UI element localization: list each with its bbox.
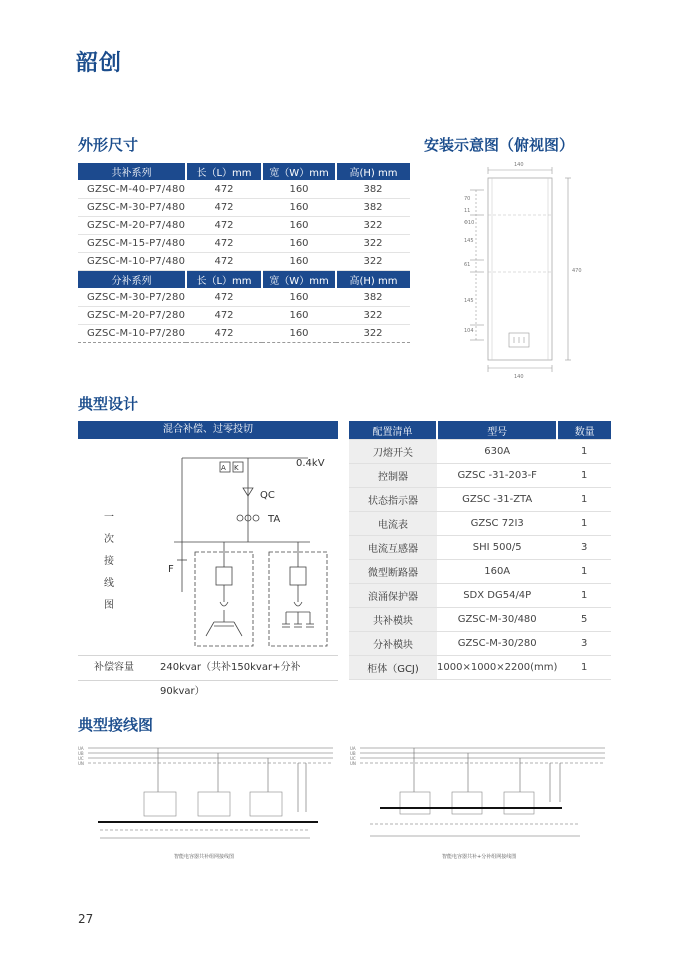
config-row — [349, 560, 611, 584]
section-title-wiring: 典型接线图 — [78, 716, 154, 734]
dim-cell: 472 — [186, 235, 262, 253]
dims-row — [78, 325, 410, 343]
config-model-cell: GZSC-M-30/480 — [437, 608, 557, 632]
section-title-design: 典型设计 — [78, 395, 139, 413]
model-cell: GZSC-M-10-P7/480 — [78, 253, 186, 271]
install-dim-4: 145 — [464, 238, 474, 244]
model-cell: GZSC-M-40-P7/480 — [78, 181, 186, 199]
voltage-label: 0.4kV — [296, 458, 325, 469]
config-row — [349, 584, 611, 608]
dim-cell: 322 — [336, 217, 410, 235]
config-row — [349, 488, 611, 512]
left-bus-ub: UB — [78, 751, 84, 756]
config-model-cell: 630A — [437, 440, 557, 464]
install-dim-7: 104 — [464, 328, 474, 334]
dims-header-cell: 高(H) mm — [336, 163, 410, 181]
config-header-cell: 型号 — [437, 421, 557, 440]
left-bus-un: UN — [78, 761, 84, 766]
dim-cell: 472 — [186, 289, 262, 307]
dimensions-table — [78, 163, 410, 343]
dim-cell: 382 — [336, 181, 410, 199]
config-row — [349, 464, 611, 488]
config-item-cell: 浪涌保护器 — [349, 584, 437, 608]
diagram-label-3: 接 — [104, 556, 114, 567]
config-qty-cell: 1 — [557, 488, 611, 512]
model-cell: GZSC-M-10-P7/280 — [78, 325, 186, 343]
right-bus-ua: UA — [350, 746, 356, 751]
dim-cell: 382 — [336, 199, 410, 217]
dims-row — [78, 289, 410, 307]
capacity-label: 补偿容量 — [94, 662, 134, 673]
left-wiring-caption: 智能电容器共补组网接线图 — [174, 854, 235, 860]
dim-cell: 322 — [336, 253, 410, 271]
model-cell: GZSC-M-15-P7/480 — [78, 235, 186, 253]
dims-row — [78, 253, 410, 271]
config-row — [349, 608, 611, 632]
dim-cell: 160 — [262, 199, 336, 217]
config-table — [349, 421, 611, 680]
install-dim-1: 70 — [464, 196, 471, 202]
single-line-diagram — [78, 442, 340, 652]
config-header-cell: 配置清单 — [349, 421, 437, 440]
config-qty-cell: 1 — [557, 656, 611, 680]
right-bus-uc: UC — [350, 756, 356, 761]
config-item-cell: 微型断路器 — [349, 560, 437, 584]
dim-cell: 472 — [186, 325, 262, 343]
config-model-cell: SDX DG54/4P — [437, 584, 557, 608]
diagram-label-1: 一 — [104, 512, 114, 523]
dim-cell: 472 — [186, 307, 262, 325]
config-qty-cell: 1 — [557, 512, 611, 536]
config-qty-cell: 1 — [557, 464, 611, 488]
dims-header-cell: 共补系列 — [78, 163, 186, 181]
config-qty-cell: 3 — [557, 536, 611, 560]
config-item-cell: 状态指示器 — [349, 488, 437, 512]
dim-cell: 322 — [336, 235, 410, 253]
dim-cell: 160 — [262, 289, 336, 307]
brand-title: 韶创 — [76, 51, 123, 76]
config-qty-cell: 1 — [557, 440, 611, 464]
right-bus-un: UN — [350, 761, 356, 766]
dim-cell: 382 — [336, 289, 410, 307]
install-top-dim: 140 — [514, 162, 524, 168]
config-model-cell: 1000×1000×2200(mm) — [437, 656, 557, 680]
config-item-cell: 刀熔开关 — [349, 440, 437, 464]
diagram-label-2: 次 — [104, 534, 114, 545]
right-bus-ub: UB — [350, 751, 356, 756]
qc-label: QC — [260, 490, 275, 501]
page-number: 27 — [78, 912, 94, 926]
config-item-cell: 柜体（GCJ) — [349, 656, 437, 680]
left-bus-uc: UC — [78, 756, 84, 761]
dim-cell: 472 — [186, 253, 262, 271]
dims-header-cell: 分补系列 — [78, 271, 186, 289]
diagram-label-5: 图 — [104, 600, 114, 611]
model-cell: GZSC-M-30-P7/480 — [78, 199, 186, 217]
dims-header-cell: 高(H) mm — [336, 271, 410, 289]
dims-row — [78, 307, 410, 325]
wiring-diagram-left — [78, 742, 340, 866]
dim-cell: 472 — [186, 181, 262, 199]
dims-row — [78, 181, 410, 199]
config-model-cell: GZSC 72I3 — [437, 512, 557, 536]
wiring-diagram-right — [350, 742, 612, 866]
config-model-cell: 160A — [437, 560, 557, 584]
config-model-cell: GZSC -31-203-F — [437, 464, 557, 488]
install-dim-2: 11 — [464, 208, 471, 214]
dims-row — [78, 217, 410, 235]
config-item-cell: 分补模块 — [349, 632, 437, 656]
config-row — [349, 536, 611, 560]
config-model-cell: SHI 500/5 — [437, 536, 557, 560]
ak-label-k: K — [234, 464, 239, 472]
config-item-cell: 电流互感器 — [349, 536, 437, 560]
section-title-install: 安装示意图（俯视图） — [424, 136, 575, 154]
dims-header-cell: 宽（W）mm — [262, 163, 336, 181]
capacity-value: 240kvar（共补150kvar+分补90kvar） — [160, 662, 301, 697]
section-title-dimensions: 外形尺寸 — [78, 136, 139, 154]
config-row — [349, 512, 611, 536]
config-model-cell: GZSC-M-30/280 — [437, 632, 557, 656]
config-item-cell: 控制器 — [349, 464, 437, 488]
dims-row — [78, 199, 410, 217]
config-qty-cell: 3 — [557, 632, 611, 656]
design-banner: 混合补偿、过零投切 — [78, 421, 338, 439]
install-bottom-dim: 140 — [514, 374, 524, 380]
dims-row — [78, 235, 410, 253]
install-total-dim: 470 — [572, 268, 582, 274]
install-drawing — [462, 160, 592, 380]
dim-cell: 472 — [186, 217, 262, 235]
f-label: F — [168, 564, 174, 575]
dim-cell: 322 — [336, 307, 410, 325]
config-row — [349, 632, 611, 656]
config-qty-cell: 1 — [557, 560, 611, 584]
config-model-cell: GZSC -31-ZTA — [437, 488, 557, 512]
config-header-row — [349, 421, 611, 440]
config-qty-cell: 1 — [557, 584, 611, 608]
config-qty-cell: 5 — [557, 608, 611, 632]
dim-cell: 160 — [262, 307, 336, 325]
install-dim-6: 145 — [464, 298, 474, 304]
dim-cell: 160 — [262, 325, 336, 343]
config-row — [349, 440, 611, 464]
dims-header-cell: 长（L）mm — [186, 163, 262, 181]
dim-cell: 322 — [336, 325, 410, 343]
dims-header-cell: 宽（W）mm — [262, 271, 336, 289]
config-header-cell: 数量 — [557, 421, 611, 440]
diagram-label-4: 线 — [104, 578, 114, 589]
right-wiring-caption: 智能电容器共补+分补组网接线图 — [442, 854, 517, 860]
config-item-cell: 电流表 — [349, 512, 437, 536]
dims-header-row — [78, 271, 410, 289]
dim-cell: 160 — [262, 181, 336, 199]
dim-cell: 160 — [262, 253, 336, 271]
dim-cell: 160 — [262, 217, 336, 235]
model-cell: GZSC-M-30-P7/280 — [78, 289, 186, 307]
left-bus-ua: UA — [78, 746, 84, 751]
ak-label-a: A — [221, 464, 226, 472]
capacity-row — [78, 655, 338, 697]
ta-label: TA — [268, 514, 281, 525]
model-cell: GZSC-M-20-P7/480 — [78, 217, 186, 235]
install-dim-3: Φ10 — [464, 220, 475, 226]
dim-cell: 160 — [262, 235, 336, 253]
dim-cell: 472 — [186, 199, 262, 217]
config-row — [349, 656, 611, 680]
install-dim-5: 61 — [464, 262, 471, 268]
config-item-cell: 共补模块 — [349, 608, 437, 632]
dims-header-row — [78, 163, 410, 181]
model-cell: GZSC-M-20-P7/280 — [78, 307, 186, 325]
dims-header-cell: 长（L）mm — [186, 271, 262, 289]
